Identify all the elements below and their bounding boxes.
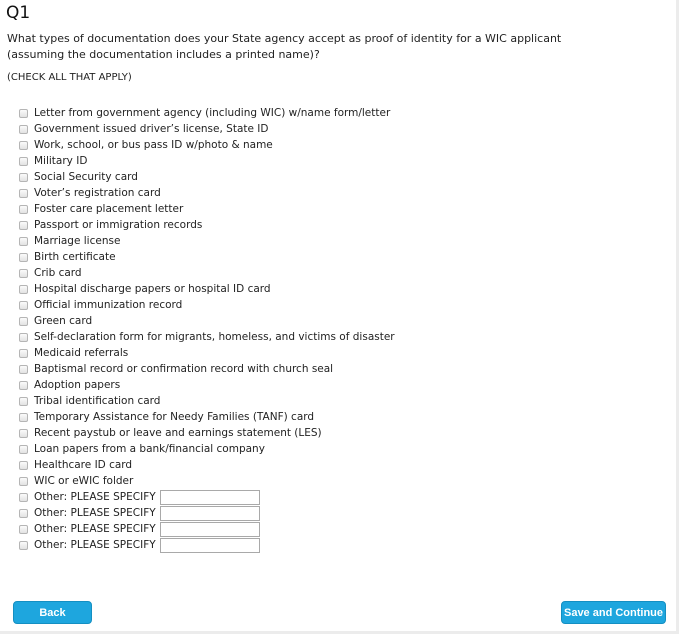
back-button[interactable]: Back	[13, 601, 92, 624]
checkbox[interactable]	[19, 509, 28, 518]
other-label: Other: PLEASE SPECIFY	[34, 523, 156, 535]
option-label: Adoption papers	[34, 379, 121, 391]
option-label: Medicaid referrals	[34, 347, 129, 359]
other-label: Other: PLEASE SPECIFY	[34, 507, 156, 519]
option-label: Temporary Assistance for Needy Families (TANF) card	[34, 411, 315, 423]
option-row[interactable]	[19, 313, 395, 329]
option-row[interactable]	[19, 297, 395, 313]
option-row[interactable]	[19, 249, 395, 265]
option-label: Military ID	[34, 155, 88, 167]
checkbox[interactable]	[19, 269, 28, 278]
option-label: Social Security card	[34, 171, 138, 183]
option-label: Voter’s registration card	[34, 187, 161, 199]
option-label: Self-declaration form for migrants, homeless, and victims of disaster	[34, 331, 395, 343]
checkbox[interactable]	[19, 493, 28, 502]
option-row[interactable]	[19, 361, 395, 377]
option-row[interactable]	[19, 201, 395, 217]
option-row[interactable]	[19, 153, 395, 169]
other-label: Other: PLEASE SPECIFY	[34, 539, 156, 551]
checkbox[interactable]	[19, 109, 28, 118]
option-label: Hospital discharge papers or hospital ID card	[34, 283, 271, 295]
options-list	[19, 105, 395, 553]
option-label: Green card	[34, 315, 93, 327]
checkbox[interactable]	[19, 429, 28, 438]
checkbox[interactable]	[19, 237, 28, 246]
checkbox[interactable]	[19, 221, 28, 230]
option-label: Foster care placement letter	[34, 203, 184, 215]
checkbox[interactable]	[19, 173, 28, 182]
other-option-row[interactable]	[19, 505, 395, 521]
checkbox[interactable]	[19, 157, 28, 166]
checkbox[interactable]	[19, 525, 28, 534]
checkbox[interactable]	[19, 445, 28, 454]
checkbox[interactable]	[19, 317, 28, 326]
other-label: Other: PLEASE SPECIFY	[34, 491, 156, 503]
option-label: Healthcare ID card	[34, 459, 133, 471]
save-and-continue-button[interactable]: Save and Continue	[561, 601, 666, 624]
option-label: Marriage license	[34, 235, 121, 247]
option-label: Crib card	[34, 267, 82, 279]
option-row[interactable]	[19, 457, 395, 473]
option-row[interactable]	[19, 329, 395, 345]
option-row[interactable]	[19, 345, 395, 361]
checkbox[interactable]	[19, 253, 28, 262]
option-row[interactable]	[19, 185, 395, 201]
option-label: Tribal identification card	[34, 395, 161, 407]
question-text: What types of documentation does your State agency accept as proof of identity for a WIC applicant (assuming the documentation includes a printed name)?	[7, 32, 562, 61]
option-label: Loan papers from a bank/financial company	[34, 443, 265, 455]
checkbox[interactable]	[19, 333, 28, 342]
option-row[interactable]	[19, 105, 395, 121]
other-specify-input[interactable]	[160, 490, 260, 505]
option-row[interactable]	[19, 377, 395, 393]
option-label: Letter from government agency (including WIC) w/name form/letter	[34, 107, 391, 119]
option-label: Official immunization record	[34, 299, 183, 311]
option-label: Birth certificate	[34, 251, 116, 263]
option-label: WIC or eWIC folder	[34, 475, 134, 487]
checkbox[interactable]	[19, 141, 28, 150]
question-number: Q1	[6, 3, 31, 23]
option-row[interactable]	[19, 441, 395, 457]
option-row[interactable]	[19, 233, 395, 249]
option-row[interactable]	[19, 169, 395, 185]
option-label: Work, school, or bus pass ID w/photo & name	[34, 139, 273, 151]
checkbox[interactable]	[19, 349, 28, 358]
option-row[interactable]	[19, 281, 395, 297]
question-instruction: (CHECK ALL THAT APPLY)	[7, 72, 132, 83]
option-label: Passport or immigration records	[34, 219, 203, 231]
checkbox[interactable]	[19, 205, 28, 214]
checkbox[interactable]	[19, 477, 28, 486]
checkbox[interactable]	[19, 301, 28, 310]
checkbox[interactable]	[19, 541, 28, 550]
option-row[interactable]	[19, 473, 395, 489]
option-label: Government issued driver’s license, State ID	[34, 123, 269, 135]
option-row[interactable]	[19, 393, 395, 409]
option-row[interactable]	[19, 217, 395, 233]
option-label: Recent paystub or leave and earnings statement (LES)	[34, 427, 322, 439]
checkbox[interactable]	[19, 413, 28, 422]
other-specify-input[interactable]	[160, 538, 260, 553]
other-specify-input[interactable]	[160, 506, 260, 521]
checkbox[interactable]	[19, 397, 28, 406]
other-option-row[interactable]	[19, 537, 395, 553]
option-row[interactable]	[19, 121, 395, 137]
checkbox[interactable]	[19, 189, 28, 198]
checkbox[interactable]	[19, 461, 28, 470]
checkbox[interactable]	[19, 381, 28, 390]
option-row[interactable]	[19, 137, 395, 153]
other-option-row[interactable]	[19, 521, 395, 537]
option-row[interactable]	[19, 409, 395, 425]
checkbox[interactable]	[19, 125, 28, 134]
other-specify-input[interactable]	[160, 522, 260, 537]
option-row[interactable]	[19, 265, 395, 281]
checkbox[interactable]	[19, 365, 28, 374]
option-label: Baptismal record or confirmation record with church seal	[34, 363, 334, 375]
option-row[interactable]	[19, 425, 395, 441]
other-option-row[interactable]	[19, 489, 395, 505]
checkbox[interactable]	[19, 285, 28, 294]
